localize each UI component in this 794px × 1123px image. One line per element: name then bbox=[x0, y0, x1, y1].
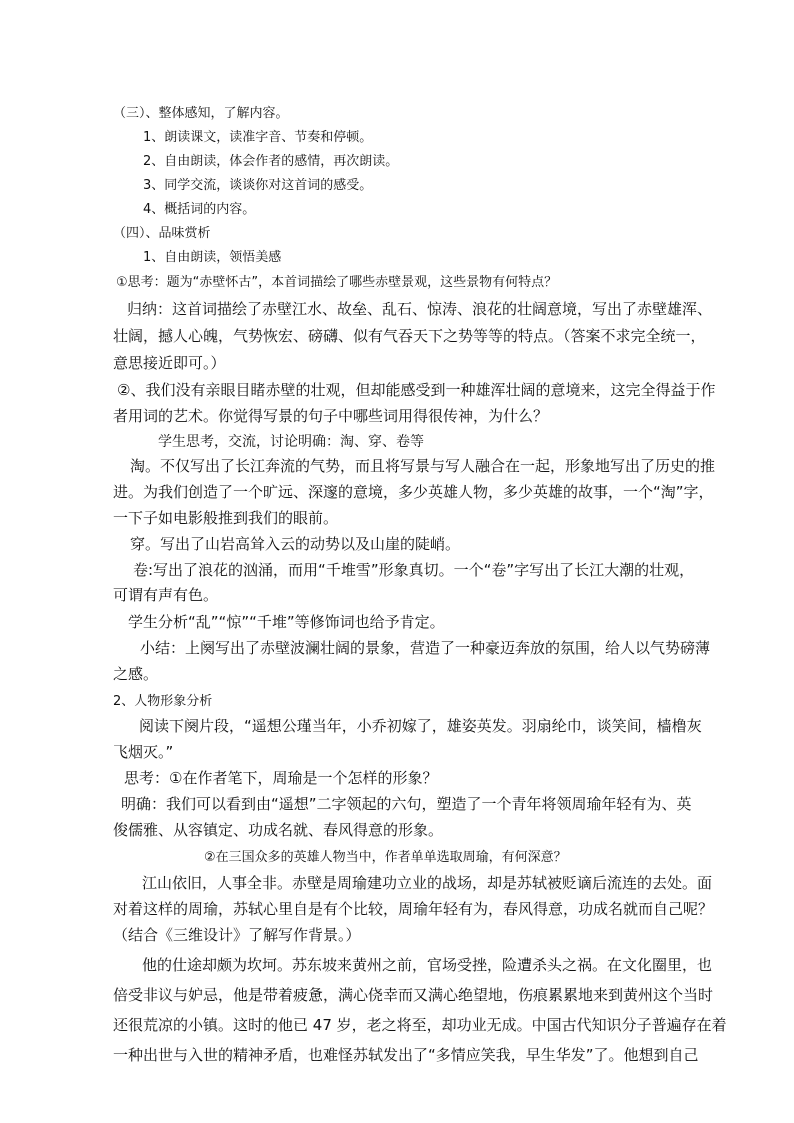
paragraph-line: 江山依旧，人事全非。赤壁是周瑜建功立业的战场，却是苏轼被贬谪后流连的去处。面 bbox=[142, 874, 713, 892]
paragraph-line: 者用词的艺术。你觉得写景的句子中哪些词用得很传神，为什么？ bbox=[113, 407, 549, 425]
paragraph-line: 倍受非议与妒忌，他是带着疲惫，满心侥幸而又满心绝望地，伤痕累累地来到黄州这个当时 bbox=[113, 986, 714, 1004]
section-heading: 2、人物形象分析 bbox=[113, 694, 213, 709]
paragraph-line: 壮阔，撼人心魄，气势恢宏、磅礴、似有气吞天下之势等等的特点。（答案不求完全统一， bbox=[113, 327, 706, 345]
paragraph-line: 学生分析“乱”“惊”“千堆”等修饰词也给予肯定。 bbox=[128, 613, 445, 631]
question-text: ②在三国众多的英雄人物当中，作者单单选取周瑜，有何深意？ bbox=[204, 850, 567, 865]
list-item: 1、朗读课文，读准字音、节奏和停顿。 bbox=[143, 130, 373, 145]
paragraph-line: ②、我们没有亲眼目睹赤壁的壮观，但却能感受到一种雄浑壮阔的意境来，这完全得益于作 bbox=[117, 381, 716, 399]
paragraph-line: 穿。写出了山岩高耸入云的动势以及山崖的陡峭。 bbox=[130, 535, 461, 553]
list-item: 4、概括词的内容。 bbox=[143, 202, 256, 217]
paragraph-line: 卷:写出了浪花的汹涌，而用“千堆雪”形象真切。一个“卷”字写出了长江大潮的壮观， bbox=[133, 561, 695, 579]
paragraph-line: 俊儒雅、从容镇定、功成名就、春风得意的形象。 bbox=[113, 821, 444, 839]
paragraph-line: 还很荒凉的小镇。这时的他已 47 岁，老之将至，却功业无成。中国古代知识分子普遍存在着 bbox=[113, 1016, 727, 1034]
paragraph-line: （结合《三维设计》了解写作背景。） bbox=[113, 926, 361, 944]
paragraph-line: 他的仕途却颇为坎坷。苏东坡来黄州之前，官场受挫，险遭杀头之祸。在文化圈里，也 bbox=[142, 956, 713, 974]
paragraph-line: 学生思考，交流，讨论明确：淘、穿、卷等 bbox=[158, 434, 424, 450]
paragraph-line: 之感。 bbox=[113, 665, 159, 683]
paragraph-line: 飞烟灭。” bbox=[113, 743, 174, 761]
paragraph-line: 一下子如电影般推到我们的眼前。 bbox=[113, 509, 339, 527]
list-item: 2、自由朗读，体会作者的感情，再次朗读。 bbox=[143, 154, 399, 169]
paragraph-line: 意思接近即可。） bbox=[113, 354, 226, 372]
paragraph-line: 进。为我们创造了一个旷远、深邃的意境，多少英雄人物，多少英雄的故事，一个“淘”字， bbox=[113, 483, 714, 501]
section-heading-3: （三）、整体感知，了解内容。 bbox=[113, 106, 289, 121]
paragraph-line: 一种出世与入世的精神矛盾，也难怪苏轼发出了“多情应笑我，早生华发”了。他想到自己 bbox=[113, 1046, 699, 1064]
paragraph-line: 对着这样的周瑜，苏轼心里自是有个比较，周瑜年轻有为，春风得意，功成名就而自己呢？ bbox=[113, 900, 714, 918]
list-item: 3、同学交流，谈谈你对这首词的感受。 bbox=[143, 178, 373, 193]
paragraph-line: 明确：我们可以看到由“遥想”二字领起的六句，塑造了一个青年将领周瑜年轻有为、英 bbox=[121, 795, 692, 813]
paragraph-line: 归纳：这首词描绘了赤壁江水、故垒、乱石、惊涛、浪花的壮阔意境，写出了赤壁雄浑、 bbox=[127, 300, 713, 318]
paragraph-line: 可谓有声有色。 bbox=[113, 586, 219, 604]
list-item: 1、自由朗读，领悟美感 bbox=[143, 250, 282, 265]
section-heading-4: （四）、品味赏析 bbox=[113, 226, 211, 241]
paragraph-line: 小结：上阕写出了赤壁波澜壮阔的景象，营造了一种豪迈奔放的氛围，给人以气势磅薄 bbox=[140, 639, 711, 657]
paragraph-line: 思考：①在作者笔下，周瑜是一个怎样的形象？ bbox=[124, 769, 438, 787]
question-text: ①思考：题为“赤壁怀古”，本首词描绘了哪些赤壁景观，这些景物有何特点？ bbox=[116, 275, 558, 290]
paragraph-line: 阅读下阕片段，“遥想公瑾当年，小乔初嫁了，雄姿英发。羽扇纶巾，谈笑间，樯橹灰 bbox=[139, 717, 702, 735]
paragraph-line: 淘。不仅写出了长江奔流的气势，而且将写景与写人融合在一起，形象地写出了历史的推 bbox=[130, 457, 716, 475]
